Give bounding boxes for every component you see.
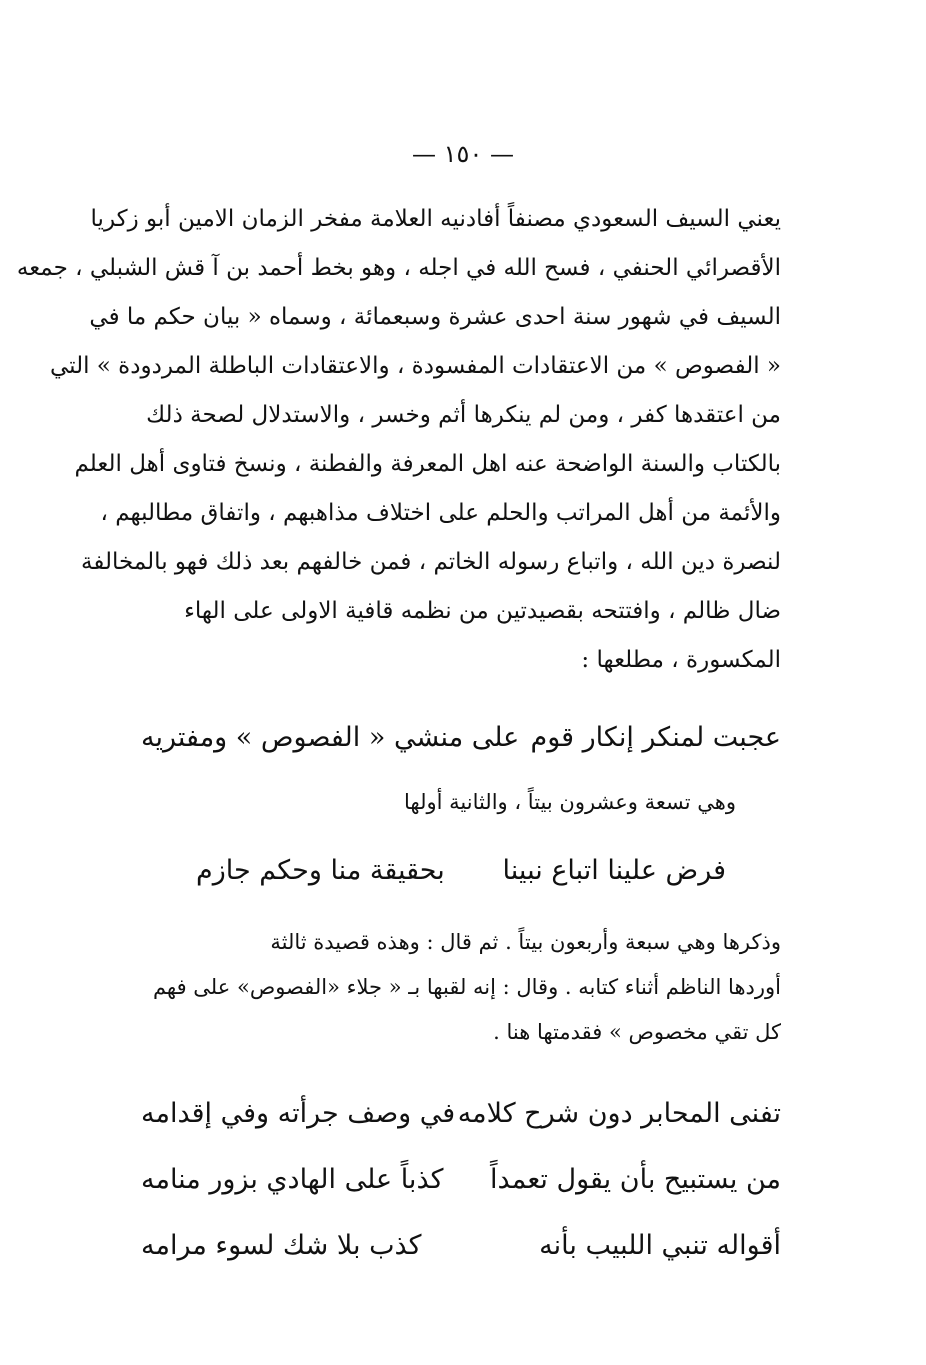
text-line: السيف في شهور سنة احدى عشرة وسبعمائة ، وسماه « بيان حكم ما في xyxy=(89,304,781,330)
verse-first-hemistich: أقواله تنبي اللبيب بأنه xyxy=(539,1230,781,1261)
text-line: ضال ظالم ، وافتتحه بقصيدتين من نظمه قافية الاولى على الهاء xyxy=(184,598,781,624)
paragraph-2 xyxy=(152,920,781,1055)
verse-second-hemistich: كذباً على الهادي بزور منامه xyxy=(141,1164,444,1195)
verse-second-hemistich: على منشي « الفصوص » ومفتريه xyxy=(141,722,520,753)
verse-first-hemistich: من يستبيح بأن يقول تعمداً xyxy=(490,1164,781,1195)
verse-second-hemistich: بحقيقة منا وحكم جازم xyxy=(196,855,445,886)
text-line: بالكتاب والسنة الواضحة عنه اهل المعرفة والفطنة ، ونسخ فتاوى أهل العلم xyxy=(74,451,781,477)
text-line: من اعتقدها كفر ، ومن لم ينكرها أثم وخسر ، والاستدلال لصحة ذلك xyxy=(146,402,781,428)
verse-line-5 xyxy=(141,1230,781,1261)
text-line: الأقصرائي الحنفي ، فسح الله في اجله ، وهو بخط أحمد بن آ قش الشبلي ، جمعه xyxy=(16,255,781,281)
verse-second-hemistich: كذب بلا شك لسوء مرامه xyxy=(141,1230,422,1261)
paragraph-1 xyxy=(16,195,781,685)
verse-first-hemistich: تفنى المحابر دون شرح كلامه xyxy=(457,1098,781,1129)
text-line: المكسورة ، مطلعها : xyxy=(581,647,781,673)
text-line: أوردها الناظم أثناء كتابه . وقال : إنه لقبها بـ « جلاء «الفصوص» على فهم xyxy=(152,975,781,999)
verse-first-hemistich: فرض علينا اتباع نبينا xyxy=(502,855,726,886)
verse-line-4 xyxy=(141,1164,781,1195)
text-line: « الفصوص » من الاعتقادات المفسودة ، والاعتقادات الباطلة المردودة » التي xyxy=(49,353,781,379)
text-line: كل تقي مخصوص » فقدمتها هنا . xyxy=(493,1020,781,1044)
page-number: — ١٥٠ — xyxy=(412,140,514,168)
verse-line-1 xyxy=(141,722,781,753)
verse-line-3 xyxy=(141,1098,781,1129)
text-line: لنصرة دين الله ، واتباع رسوله الخاتم ، فمن خالفهم بعد ذلك فهو بالمخالفة xyxy=(81,549,781,575)
verse-first-hemistich: عجبت لمنكر إنكار قوم xyxy=(530,722,781,753)
text-line: وذكرها وهي سبعة وأربعون بيتاً . ثم قال : وهذه قصيدة ثالثة xyxy=(270,930,781,954)
text-line: يعني السيف السعودي مصنفاً أفادنيه العلامة مفخر الزمان الامين أبو زكريا xyxy=(90,206,781,232)
verse-note: وهي تسعة وعشرون بيتاً ، والثانية أولها xyxy=(404,790,736,814)
verse-second-hemistich: في وصف جرأته وفي إقدامه xyxy=(141,1098,456,1129)
verse-line-2 xyxy=(196,855,726,886)
text-line: والأئمة من أهل المراتب والحلم على اختلاف مذاهبهم ، واتفاق مطالبهم ، xyxy=(100,500,781,526)
